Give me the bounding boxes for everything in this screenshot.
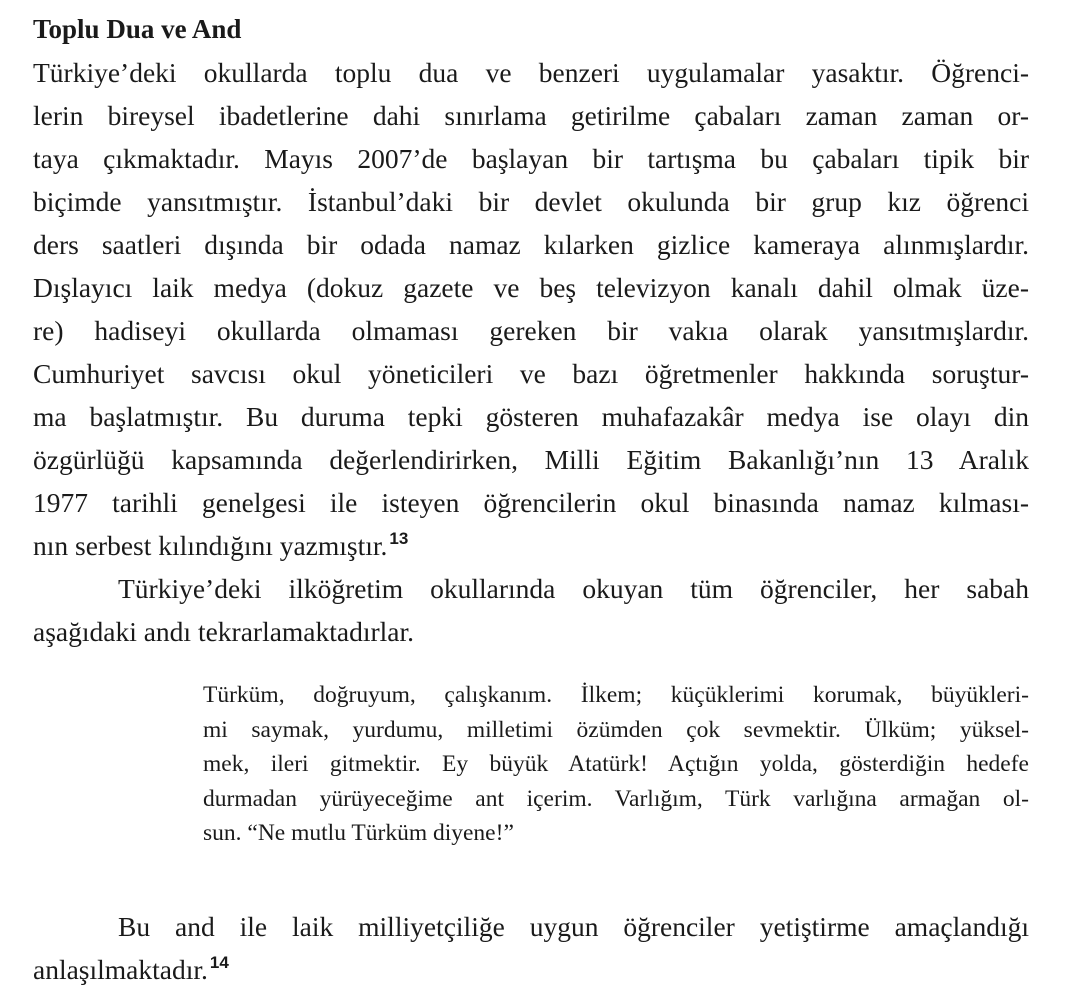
paragraph-conclusion	[33, 905, 1029, 991]
paragraph-line: lerin bireysel ibadetlerine dahi sınırlama getirilme çabaları zaman zaman or-	[33, 100, 1029, 131]
oath-line: durmadan yürüyeceğime ant içerim. Varlığım, Türk varlığına armağan ol-	[203, 785, 1029, 812]
paragraph-line: re) hadiseyi okullarda olmaması gereken bir vakıa olarak yansıtmışlardır.	[33, 315, 1029, 346]
paragraph-line: Dışlayıcı laik medya (dokuz gazete ve beş televizyon kanalı dahil olmak üze-	[33, 272, 1029, 303]
paragraph-line-text: anlaşılmaktadır.	[33, 954, 208, 985]
paragraph-line: Cumhuriyet savcısı okul yöneticileri ve bazı öğretmenler hakkında soruştur-	[33, 358, 1029, 389]
paragraph-line: ders saatleri dışında bir odada namaz kılarken gizlice kameraya alınmışlardır.	[33, 229, 1029, 260]
paragraph-line: Bu and ile laik milliyetçiliğe uygun öğrenciler yetiştirme amaçlandığı	[118, 911, 1029, 942]
section-heading: Toplu Dua ve And	[33, 14, 242, 44]
paragraph-line-last	[33, 948, 1029, 991]
paragraph-line-text: nın serbest kılındığını yazmıştır.	[33, 530, 388, 561]
paragraph-ilkogretim	[33, 567, 1029, 653]
paragraph-line: Türkiye’deki ilköğretim okullarında okuyan tüm öğrenciler, her sabah	[118, 573, 1029, 604]
footnote-marker[interactable]: 14	[209, 953, 229, 972]
paragraph-toplu-dua	[33, 51, 1029, 567]
paragraph-line: özgürlüğü kapsamında değerlendirirken, Milli Eğitim Bakanlığı’nın 13 Aralık	[33, 444, 1029, 475]
oath-line: Türküm, doğruyum, çalışkanım. İlkem; küçüklerimi korumak, büyükleri-	[203, 682, 1029, 708]
oath-line: sun. “Ne mutlu Türküm diyene!”	[203, 820, 514, 846]
paragraph-line: biçimde yansıtmıştır. İstanbul’daki bir devlet okulunda bir grup kız öğrenci	[33, 186, 1029, 217]
oath-blockquote	[203, 678, 1029, 851]
paragraph-line: 1977 tarihli genelgesi ile isteyen öğrencilerin okul binasında namaz kılması-	[33, 487, 1029, 518]
paragraph-line: Türkiye’deki okullarda toplu dua ve benzeri uygulamalar yasaktır. Öğrenci-	[33, 57, 1029, 88]
paragraph-line-last	[33, 524, 1029, 567]
oath-line: mek, ileri gitmektir. Ey büyük Atatürk! Açtığın yolda, gösterdiğin hedefe	[203, 751, 1029, 777]
oath-line: mi saymak, yurdumu, milletimi özümden çok sevmektir. Ülküm; yüksel-	[203, 716, 1029, 743]
paragraph-line: taya çıkmaktadır. Mayıs 2007’de başlayan bir tartışma bu çabaları tipik bir	[33, 143, 1029, 174]
footnote-marker[interactable]: 13	[389, 529, 409, 548]
document-page	[33, 8, 1029, 653]
paragraph-line: ma başlatmıştır. Bu duruma tepki gösteren muhafazakâr medya ise olayı din	[33, 401, 1029, 432]
paragraph-line: aşağıdaki andı tekrarlamaktadırlar.	[33, 616, 415, 647]
